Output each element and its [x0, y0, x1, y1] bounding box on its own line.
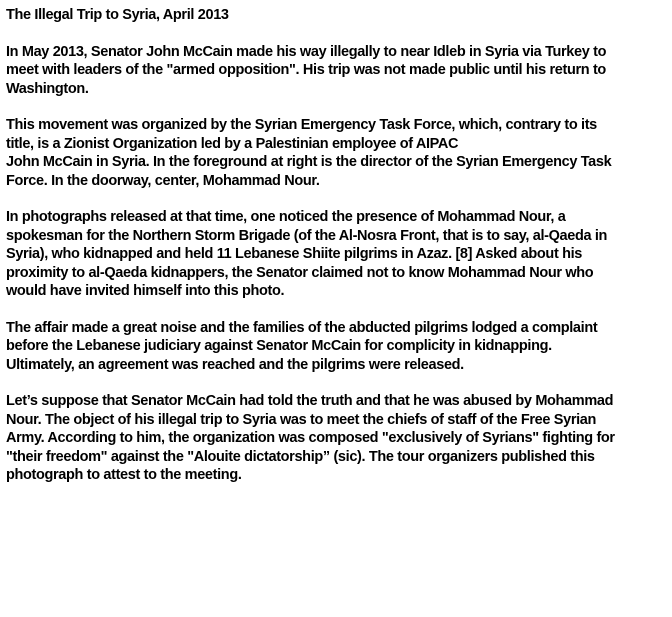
text-line: spokesman for the Northern Storm Brigade (of the Al-Nosra Front, that is to say, al-Qaeda in: [6, 227, 608, 244]
paragraph-5: [6, 392, 668, 484]
paragraph-2: [6, 116, 668, 190]
text-line: meet with leaders of the "armed opposition". His trip was not made public until his return to: [6, 62, 606, 79]
text-line: proximity to al-Qaeda kidnappers, the Senator claimed not to know Mohammad Nour who: [6, 264, 594, 281]
text-line: Army. According to him, the organization was composed "exclusively of Syrians" fighting for: [6, 430, 615, 447]
paragraph-4: [6, 319, 668, 374]
text-line: "their freedom" against the "Alouite dictatorship” (sic). The tour organizers published this: [6, 448, 595, 465]
paragraph-3: [6, 208, 668, 300]
text-line: before the Lebanese judiciary against Senator McCain for complicity in kidnapping.: [6, 338, 552, 355]
text-line: photograph to attest to the meeting.: [6, 467, 242, 484]
text-line: Nour. The object of his illegal trip to Syria was to meet the chiefs of staff of the Free Syrian: [6, 411, 597, 428]
text-line: Let’s suppose that Senator McCain had told the truth and that he was abused by Mohammad: [6, 393, 614, 410]
text-line: John McCain in Syria. In the foreground at right is the director of the Syrian Emergency Task: [6, 154, 612, 171]
text-line: The affair made a great noise and the families of the abducted pilgrims lodged a complaint: [6, 319, 598, 336]
text-line: Washington.: [6, 80, 89, 97]
text-line: In photographs released at that time, one noticed the presence of Mohammad Nour, a: [6, 209, 566, 226]
text-line: title, is a Zionist Organization led by a Palestinian employee of AIPAC: [6, 135, 459, 152]
document-body: [6, 6, 668, 503]
document-title: The Illegal Trip to Syria, April 2013: [6, 7, 229, 23]
paragraph-1: [6, 43, 668, 98]
text-line: Ultimately, an agreement was reached and the pilgrims were released.: [6, 356, 464, 373]
text-line: Syria), who kidnapped and held 11 Lebanese Shiite pilgrims in Azaz. [8] Asked about his: [6, 246, 582, 263]
text-line: would have invited himself into this photo.: [6, 283, 285, 300]
text-line: Force. In the doorway, center, Mohammad Nour.: [6, 172, 320, 189]
text-line: This movement was organized by the Syrian Emergency Task Force, which, contrary to its: [6, 117, 597, 134]
text-line: In May 2013, Senator John McCain made his way illegally to near Idleb in Syria via Turkey to: [6, 43, 607, 60]
